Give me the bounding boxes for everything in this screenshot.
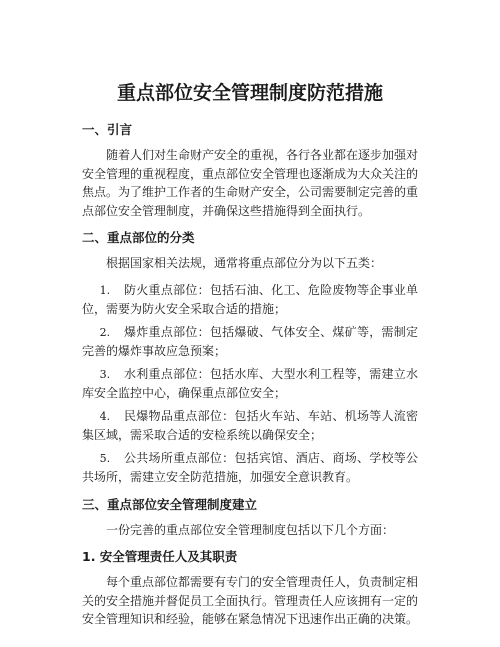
list-item: [82, 365, 418, 403]
section-heading-intro: 一、引言: [82, 122, 133, 137]
section-heading-establishment: 三、重点部位安全管理制度建立: [82, 496, 258, 512]
classification-intro: 根据国家相关法规，通常将重点部位分为以下五类：: [106, 256, 383, 270]
list-item-number: 5.: [99, 451, 111, 465]
classification-list: [82, 281, 418, 487]
list-item-number: 2.: [99, 325, 111, 339]
responsibility-paragraph: 每个重点部位都需要有专门的安全管理责任人，负责制定相关的安全措施并督促员工全面执行。管理责任人应该拥有一定的安全管理知识和经验，能够在紧急情况下迅速作出正确的决策。: [82, 575, 419, 626]
intro-paragraph: 随着人们对生命财产安全的重视，各行各业都在逐步加强对安全管理的重视程度，重点部位安全管理也逐渐成为大众关注的焦点。为了维护工作者的生命财产安全，公司需要制定完善的重点部位安全管理制度，并确保这些措施得到全面执行。: [82, 148, 419, 218]
list-item-text: 民爆物品重点部位：包括火车站、车站、机场等人流密集区域，需采取合适的安检系统以确保安全；: [82, 408, 418, 442]
list-item: [82, 323, 418, 361]
list-item-number: 4.: [99, 409, 111, 423]
list-item-number: 1.: [99, 283, 111, 297]
list-item: [82, 281, 418, 319]
list-item-text: 水利重点部位：包括水库、大型水利工程等，需建立水库安全监控中心，确保重点部位安全；: [82, 366, 418, 400]
list-item-number: 3.: [99, 367, 111, 381]
page-title: 重点部位安全管理制度防范措施: [116, 82, 383, 104]
list-item: [82, 449, 418, 487]
subsection-heading-responsibility: 1. 安全管理责任人及其职责: [82, 549, 238, 564]
list-item-text: 公共场所重点部位：包括宾馆、酒店、商场、学校等公共场所，需建立安全防范措施，加强安全意识教育。: [82, 450, 418, 484]
establishment-intro: 一份完善的重点部位安全管理制度包括以下几个方面：: [106, 522, 395, 537]
list-item-text: 爆炸重点部位：包括爆破、气体安全、煤矿等，需制定完善的爆炸事故应急预案；: [82, 324, 418, 358]
list-item: [82, 407, 418, 445]
list-item-text: 防火重点部位：包括石油、化工、危险废物等企事业单位，需要为防火安全采取合适的措施；: [82, 282, 418, 316]
section-heading-classification: 二、重点部位的分类: [82, 230, 195, 245]
